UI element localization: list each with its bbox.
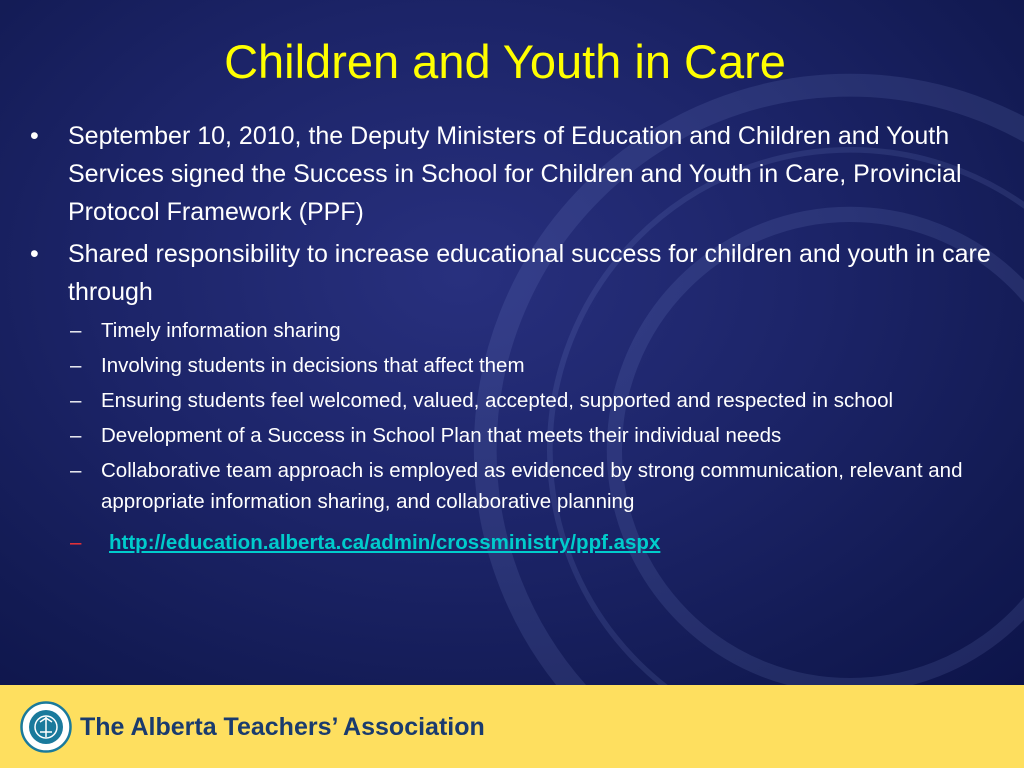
bullet-text: September 10, 2010, the Deputy Ministers of Education and Children and Youth Services signed the Success in School for Children and Youth in Care, Provincial Protocol Framework (PPF) xyxy=(68,122,962,226)
sub-bullet-item xyxy=(70,350,1000,381)
bullet-item xyxy=(30,235,1000,311)
sub-bullet-marker: – xyxy=(70,389,82,412)
sub-bullet-marker: – xyxy=(70,531,82,554)
link-item xyxy=(70,527,1000,558)
sub-bullet-marker: – xyxy=(70,354,82,377)
organization-name: The Alberta Teachers’ Association xyxy=(80,713,485,741)
sub-bullet-marker: – xyxy=(70,319,82,342)
sub-bullet-text: Timely information sharing xyxy=(101,319,341,342)
slide-content xyxy=(30,117,1000,562)
ata-seal-icon xyxy=(20,701,72,753)
sub-bullet-item xyxy=(70,455,1000,517)
sub-bullet-text: Development of a Success in School Plan that meets their individual needs xyxy=(101,424,782,447)
bullet-text: Shared responsibility to increase educational success for children and youth in care through xyxy=(68,240,991,306)
sub-bullet-item xyxy=(70,315,1000,346)
bullet-item xyxy=(30,117,1000,231)
slide-title: Children and Youth in Care xyxy=(224,35,786,88)
sub-bullet-text: Involving students in decisions that affect them xyxy=(101,354,525,377)
ppf-link[interactable]: http://education.alberta.ca/admin/crossministry/ppf.aspx xyxy=(109,531,661,554)
sub-bullet-marker: – xyxy=(70,424,82,447)
footer-bar xyxy=(0,685,1024,768)
sub-bullet-marker: – xyxy=(70,459,82,482)
bullet-marker: • xyxy=(30,240,39,268)
sub-bullet-item xyxy=(70,420,1000,451)
sub-bullet-item xyxy=(70,385,1000,416)
bullet-marker: • xyxy=(30,122,39,150)
sub-bullet-text: Ensuring students feel welcomed, valued, accepted, supported and respected in school xyxy=(101,389,894,412)
sub-bullet-text: Collaborative team approach is employed as evidenced by strong communication, relevant and appropriate information sharing, and collaborative planning xyxy=(101,459,963,513)
